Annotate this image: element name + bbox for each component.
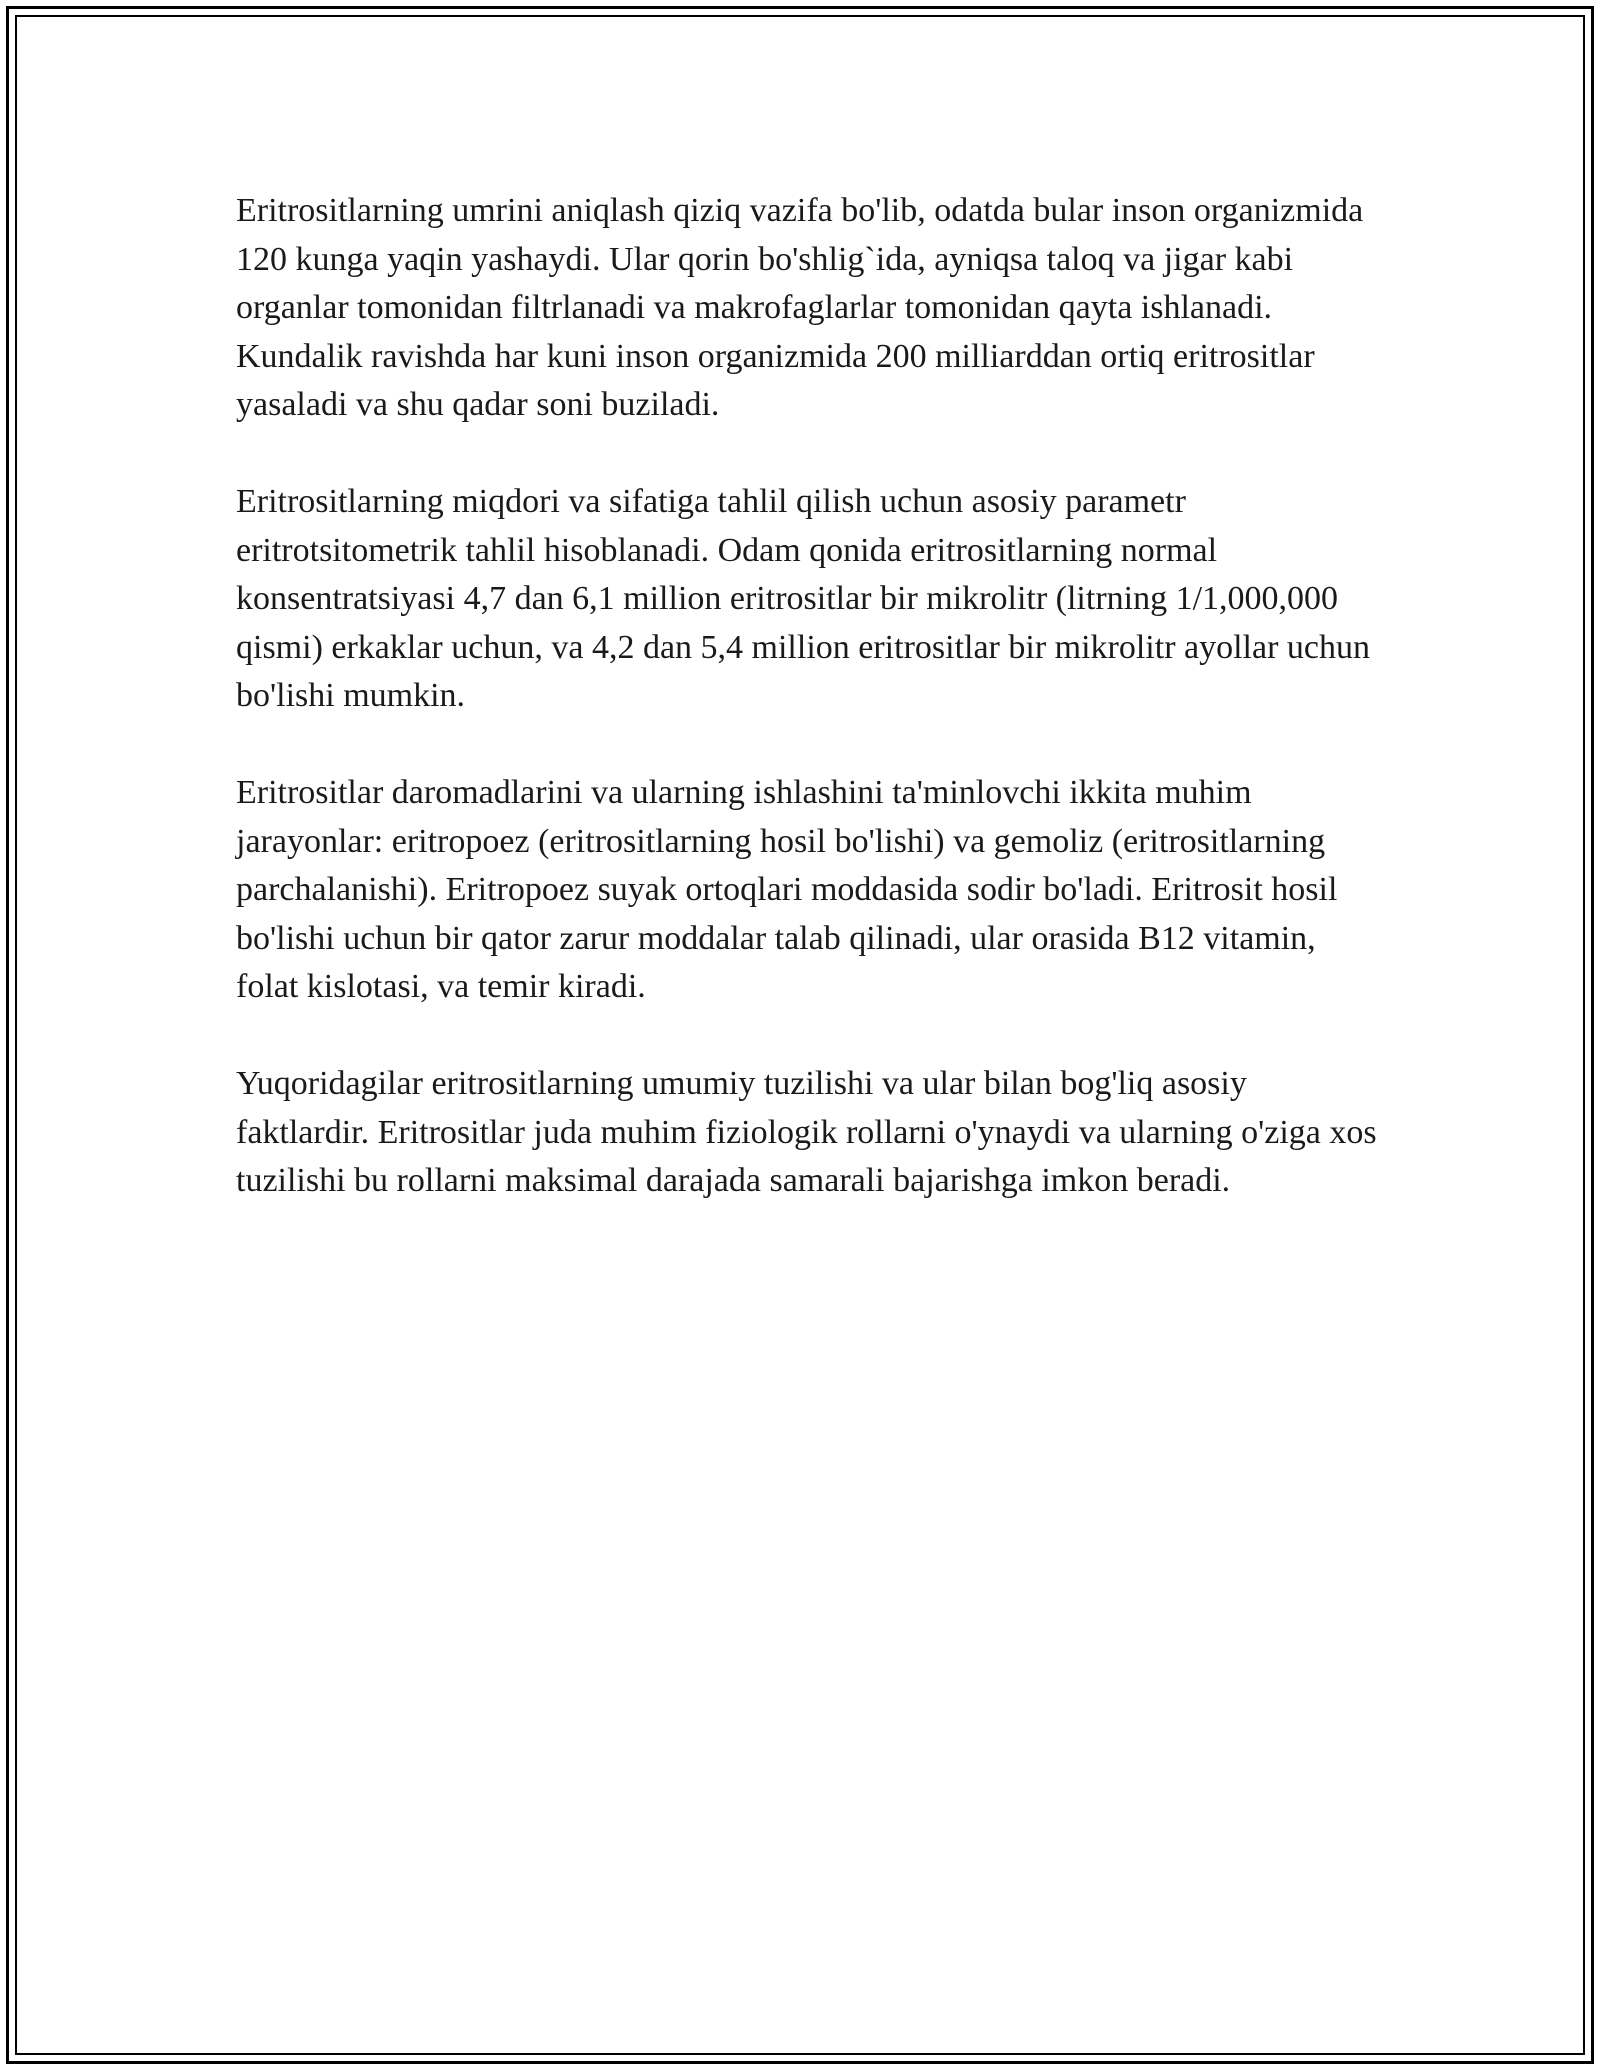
paragraph-lifespan: Eritrositlarning umrini aniqlash qiziq vazifa bo'lib, odatda bular inson organizmida 120 kunga yaqin yashaydi. Ular qorin bo'shlig`ida, ayniqsa taloq va jigar kabi organlar tomonidan filtrlanadi va makrofaglarlar tomonidan qayta ishlanadi. Kundalik ravishda har kuni inson organizmida 200 milliarddan ortiq eritrositlar yasaladi va shu qadar soni buziladi.	[236, 192, 1364, 423]
paragraph-summary: Yuqoridagilar eritrositlarning umumiy tuzilishi va ular bilan bog'liq asosiy faktlardir. Eritrositlar juda muhim fiziologik rollarni o'ynaydi va ularning o'ziga xos tuzilishi bu rollarni maksimal darajada samarali bajarishga imkon beradi.	[236, 1065, 1377, 1199]
document-body	[236, 187, 1386, 1254]
paragraph-concentration: Eritrositlarning miqdori va sifatiga tahlil qilish uchun asosiy parametr eritrotsitometrik tahlil hisoblanadi. Odam qonida eritrositlarning normal konsentratsiyasi 4,7 dan 6,1 million eritrositlar bir mikrolitr (litrning 1/1,000,000 qismi) erkaklar uchun, va 4,2 dan 5,4 million eritrositlar bir mikrolitr ayollar uchun bo'lishi mumkin.	[236, 483, 1371, 714]
paragraph-processes: Eritrositlar daromadlarini va ularning ishlashini ta'minlovchi ikkita muhim jarayonlar: eritropoez (eritrositlarning hosil bo'lishi) va gemoliz (eritrositlarning parchalanishi). Eritropoez suyak ortoqlari moddasida sodir bo'ladi. Eritrosit hosil bo'lishi uchun bir qator zarur moddalar talab qilinadi, ular orasida B12 vitamin, folat kislotasi, va temir kiradi.	[236, 774, 1338, 1005]
